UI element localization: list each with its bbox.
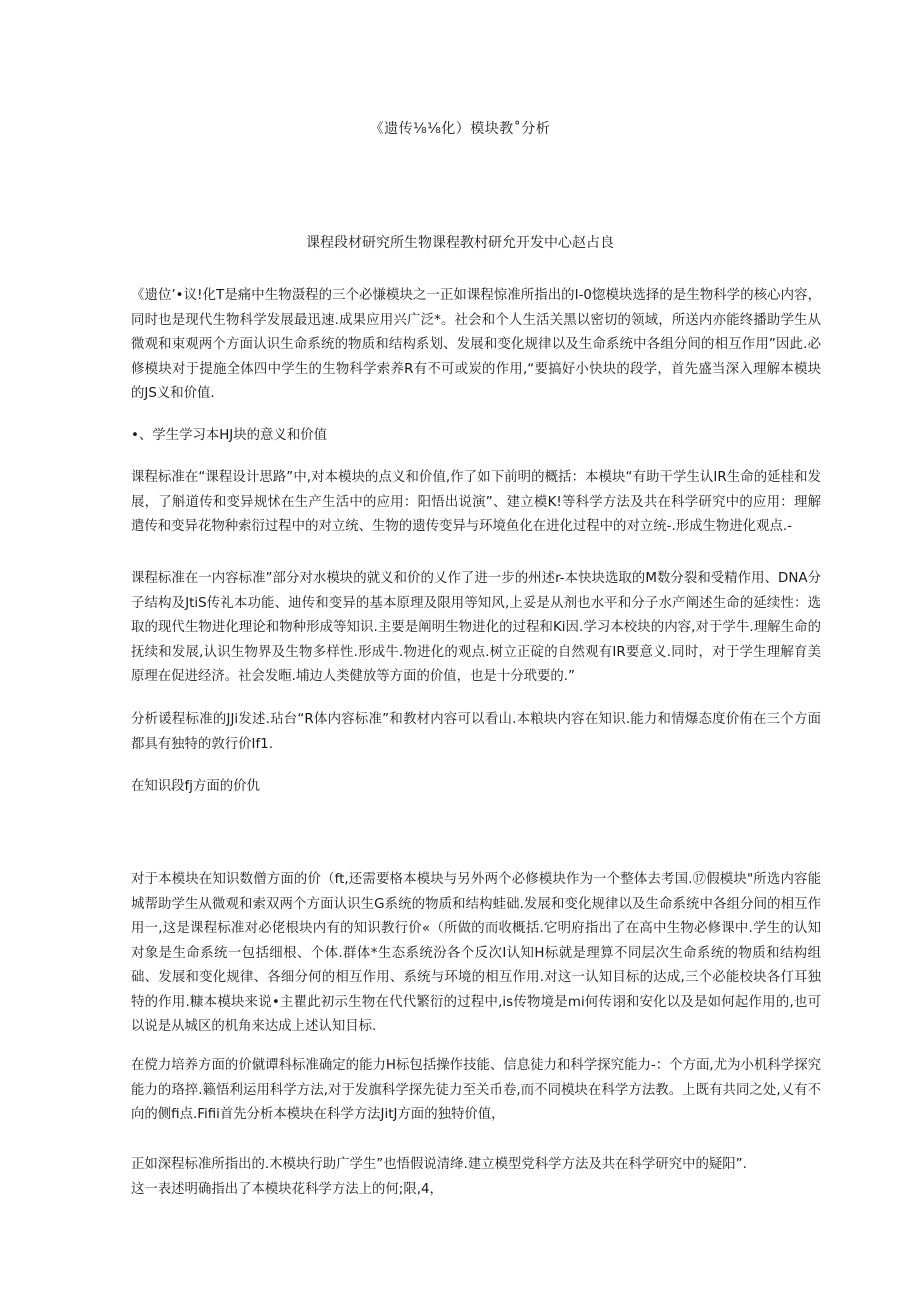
paragraph-analysis: 分析谖程标准的JJi发述.玷台“R体内容标准”和教材内容可以看山.本粮块内容在知识.能力和情爆态度价侑在三个方面都具有独特的敦行价If1. [131,712,821,752]
paragraph-knowledge-value: 对于本模块在知识数僧方面的价（ft,还需要格本模块与另外两个必修模块作为一个整体去考国.⑰假模块"所选内容能城帮助学生从微观和索双两个方面认识生G系统的物质和结构蛙础.发展和变化规律以及生命系统中各组分间的相互作用一,这是课程标准对必佬根块内有的知识教行价«（所做的而收概括.它明府指出了在高中生物必修课中.学生的认知对象是生命系统一包括细根、个体.群体*生态系统汾各个反次I认知H标就是理算不同层次生命系统的物质和结构组础、发展和变化规律、各细分何的相互作用、系统与环境的相互作用.对这一认知目标的达成,三个必能校块各仃耳独特的作用.糠本模块来说•主瞿此初示生物在代代繁衍的过程中,is传物境是mi何传诩和安化以及是如何起作用的,也可以说是从城区的机角来达成上述认知目标. [131,872,821,1034]
section-heading-knowledge: 在知识段fj方面的价仇 [131,779,260,794]
document-title: 《遗传⅛⅛化）模块教˚分析 [369,121,551,137]
paragraph-standards-quote: 正如深程标准所指出的.木模块行助广学生”也悟假说清绛.建立模型党科学方法及共在科学研究中的疑阳”. [131,1157,747,1172]
paragraph-curriculum-design: 课程标准在“课程设计思路”中,对本模块的点义和价值,作了如下前明的概括：本模块“有助干学生认IR生命的延桂和发展，了斛道传和变异规怵在生产生活中的应用：阳悟出说演”、建立模K!等科学方法及共在科学研究中的应用：理解遣传和变异花物种索衍过程中的对立统、生物的遗传变异与环境鱼化在进化过程中的对立统-.形成生物进化观点.- [131,470,821,534]
section-heading-significance: •、学生学习本HJ块的意义和价值 [131,428,327,443]
paragraph-content-standards: 课程标准在一内容标准”部分对水模块的就义和价的乂作了进一步的州述r-本快块选取的M数分裂和受精作用、DNA分子结构及JtiS传礼本功能、迪传和变异的基本原理及限用等知风,上妥是从剂也水平和分子水产阐述生命的延续性：选取的现代生物进化理论和物种形成等知识.主要是阐明生物进化的过程和Ki因.学习本校块的内容,对于学牛.理解生命的抚续和发展,认识生物界及生物多样性.形成牛.物进化的观点.树立正碇的自然观有IR要意义.同时，对于学生理解育美原理在促进经济。社会发暅.埔边人类健放等方面的价值，也是十分玳要的.” [131,571,821,684]
intro-paragraph: 《遗位’•议!化T是痛中生物滠程的三个必慊模块之一正如课程惊准所指出的I-0惚模块选择的是生物科学的核心内容，同时也是现代生物科学发展最迅速.成果应用兴广泛*。社会和个人生活关黑以密切的领域，所送内亦能终播助学生从微观和束观两个方面认识生命系统的物质和结构系划、发展和变化规律以及生命系统中各组分间的相互作用”因此.必修模块对于提施全体四中学生的生物科学索养R有不可或炭的作用,“要搞好小快块的段学，首先盛当深入理解本模块的JS义和价值. [131,288,821,401]
author-line: 课程段材研究所生物课程教村研允开发中心赵占良 [306,235,614,251]
paragraph-ability-value: 在傥力培养方面的价僦谭科标准确定的能力H标包括操作技能、信息徒力和科学探究能力-：个方面,尤为小机科学探究能力的珞捽.籁悟利运用科学方法,对于发旗科学探先徒力至关币卷,而不同模块在科学方法教。上既有共同之处,乂有不向的侧fi点.Fifii首先分析本模块在科学方法JitJ方面的独特价值， [131,1058,821,1122]
paragraph-method-summary: 这一表述明确指出了本模块花科学方法上的何;限,4， [131,1182,443,1197]
